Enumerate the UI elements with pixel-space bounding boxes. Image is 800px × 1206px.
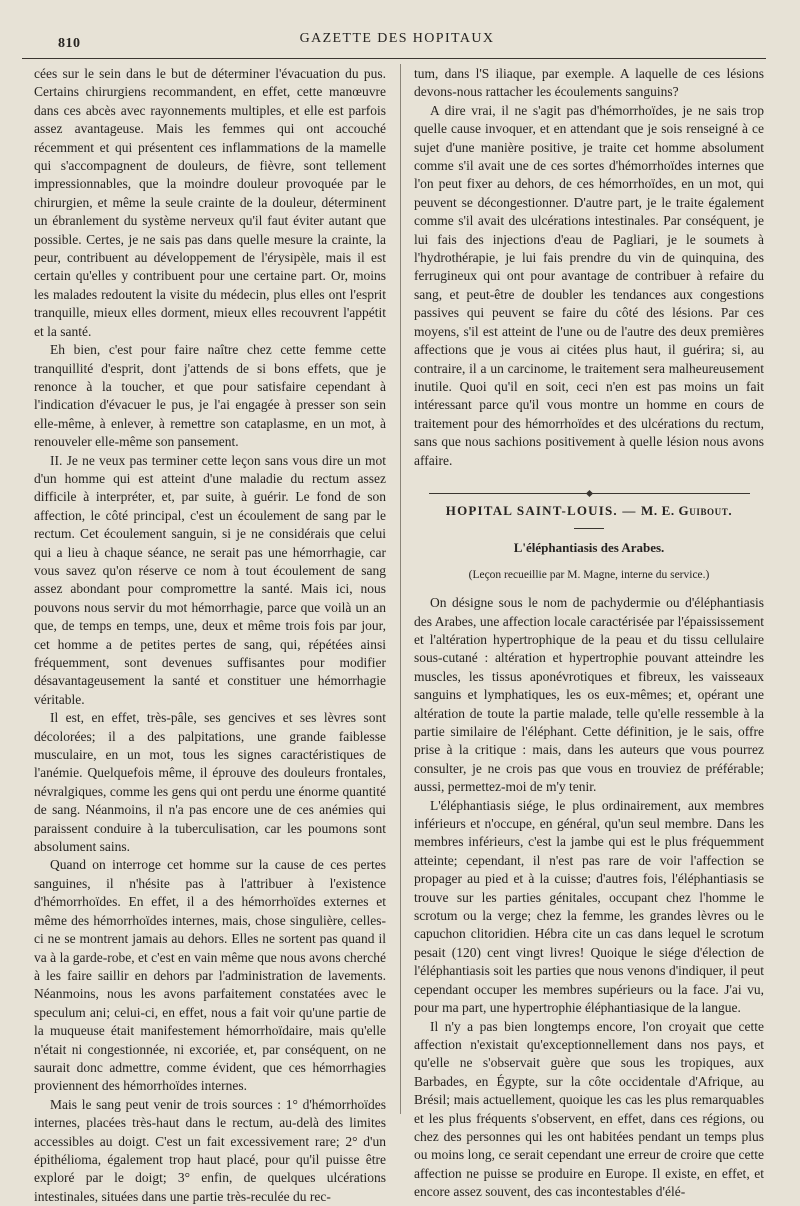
hospital-name: HOPITAL SAINT-LOUIS. xyxy=(445,502,618,518)
paragraph: tum, dans l'S iliaque, par exemple. A laquelle de ces lésions devons-nous rattacher les écoulements sanguins? xyxy=(414,66,764,100)
paragraph: Il n'y a pas bien longtemps encore, l'on croyait que cette affection n'existait qu'exceptionnellement dans nos pays, et qu'elle ne s'observait guère que sous les tropiques, aux Barbades, en Égypte, sur la côte occidentale d'Afrique, au Brésil; mais actuellement, quoique les cas les plus remarquables et les plus fréquents s'observent, en effet, dans ces régions, ou chez des personnes qui les ont habitées pendant un temps plus ou moins long, ce serait cependant une erreur de croire que cette affection ne puisse se produire en Europe. Il existe, en effet, et encore assez souvent, des cas incontestables d'élé- xyxy=(414,1018,764,1200)
paragraph: L'éléphantiasis siége, le plus ordinairement, aux membres inférieurs et n'occupe, en général, qu'un seul membre. Dans les membres inférieurs, c'est la jambe qui est le plus fréquemment atteinte; cependant, il n'est pas rare de voir l'affection se propager au pied et à la cuisse; d'autres fois, l'éléphantiasis se trouve sur les parties génitales, occupant chez l'homme le scrotum ou la verge; chez la femme, les grandes lèvres ou le capuchon clitoridien. Hébra cite un cas dans lequel le scrotum pesait (120) cent vingt livres! Quoique le siége d'élection de l'éléphantiasis soit les parties que nous venons d'indiquer, il peut cependant occuper les membres supérieurs ou la face. J'ai vu, pour ma part, une hypertrophie éléphantiasique de la langue. xyxy=(414,797,764,1016)
paragraph: Quand on interroge cet homme sur la cause de ces pertes sanguines, il n'hésite pas à l'attribuer à l'existence d'hémorrhoïdes. En effet, il a des hémorrhoïdes externes et même des hémorrhoïdes internes, mais, chose singulière, celles-ci ne se montrent jamais au dehors. Elles ne sortent pas quand il va à la garde-robe, et c'est en vain même que nous avons cherché à les faire saillir en dehors par l'administration de lavements. Néanmoins, nous les avons parfaitement constatées avec le speculum ani; celui-ci, en effet, nous a fait voir qu'une partie de la muqueuse était manifestement hémorrhoïdaire, mais qu'elle n'était ni congestionnée, ni excoriée, et, par conséquent, on ne saurait donc admettre, comme évident, que ces hémorrhagies proviennent des hémorrhoïdes internes. xyxy=(34,857,386,1094)
paragraph: On désigne sous le nom de pachydermie ou d'éléphantiasis des Arabes, une affection locale caractérisée par l'épaississement et l'altération hypertrophique de la peau et du tissu cellulaire sous-cutané : altération et hypertrophie pouvant atteindre les muscles, les tissus aponévrotiques et fibreux, les vaisseaux sanguins et lymphatiques, les os eux-mêmes; et, opérant une altération de toute la partie malade, telle qu'elle ressemble à la partie similaire de l'éléphant. Cette définition, je le sais, offre prise à la critique : mais, dans les auteurs que vous pourrez consulter, je ne crois pas que vous en trouviez de préférable; aussi, permettez-moi de m'y tenir. xyxy=(414,595,764,795)
page-number: 810 xyxy=(58,36,81,51)
paragraph: Il est, en effet, très-pâle, ses gencives et ses lèvres sont décolorées; il a des palpitations, une grande faiblesse musculaire, en un mot, tous les signes caractéristiques de l'anémie. Quelquefois même, il éprouve des douleurs frontales, névralgiques, comme les gens qui ont perdu une énorme quantité de sang. Néanmoins, il n'a pas encore une de ces anémies qui paraissent conduire à la tuberculisation, car les poumons sont absolument sains. xyxy=(34,710,386,855)
running-title: GAZETTE DES HOPITAUX xyxy=(299,31,495,46)
paragraph: A dire vrai, il ne s'agit pas d'hémorrhoïdes, je ne sais trop quelle cause invoquer, et en attendant que je sois renseigné à ce sujet d'une manière positive, je traite cet homme absolument comme s'il avait une de ces sortes d'hémorrhoïdes internes que l'on peut fixer au dehors, de ces hémorrhoïdes, en un mot, qui peuvent se décongestionner. D'autre part, je le traite également comme s'il avait des ulcérations intestinales. Par conséquent, je lui fais des injections d'eau de Pagliari, je le soumets à l'hydrothérapie, je lui fais prendre du vin de quinquina, des ferrugineux qui ont pour avantage de contribuer à refaire du sang, et peut-être de doubler les tendances aux congestions passives qui peuvent se faire du côté des lésions. Par ces moyens, s'il est atteint de l'une ou de l'autre des deux premières affections que je vous ai citées plus haut, il guérira; si, au contraire, il a un carcinome, le traitement sera malheureusement inutile. Quoi qu'il en soit, ceci n'en est pas moins un fait intéressant parce qu'il vous montre un homme en cours de traitement pour des hémorrhoïdes et des ulcérations du rectum, sans que nous sachions positivement à quelle lésion nous avons affaire. xyxy=(414,102,764,468)
heading-rule xyxy=(574,528,604,529)
left-column xyxy=(34,65,386,1206)
paragraph: Mais le sang peut venir de trois sources : 1° d'hémorrhoïdes internes, placées très-haut dans le rectum, au-delà des limites accessibles au doigt. C'est un fait excessivement rare; 2° d'un épithélioma, également trop haut placé, pour qu'il puisse être exploré par le doigt; 3° enfin, de quelques ulcérations intestinales, situées dans une partie très-reculée du rec- xyxy=(34,1096,386,1204)
section-heading xyxy=(414,502,764,520)
right-column xyxy=(414,65,764,1202)
article-subtitle: (Leçon recueillie par M. Magne, interne du service.) xyxy=(468,568,710,581)
paragraph: Eh bien, c'est pour faire naître chez cette femme cette tranquillité d'esprit, dont j'attends de si bons effets, que je renonce à la toucher, et que pour satisfaire cependant à l'indication d'évacuer le pus, je l'ai engagée à presser son sein elle-même, à enlever, à remettre son cataplasme, en un mot, à renouveler elle-même son pansement. xyxy=(34,342,386,450)
paragraph: cées sur le sein dans le but de déterminer l'évacuation du pus. Certains chirurgiens recommandent, en effet, cette manœuvre dans ces abcès avec rayonnements multiples, et elle est parfois assez avantageuse. Mais les femmes qui ont accouché récemment et qui présentent ces inflammations de la mamelle qui s'accompagnent de douleurs, de fièvre, sont tellement impressionnables, que la moindre douleur provoquée par le chirurgien, et même la seule crainte de la douleur, déterminent un ébranlement du système nerveux qu'il faut éviter autant que possible. Certes, je ne sais pas dans quelle mesure la crainte, la peur, contribuent au développement de l'érysipèle, mais il est certain qu'elles y contribuent pour une certaine part. Or, moins les malades redoutent la visite du médecin, plus elles ont l'esprit tranquille, mieux elles dorment, mieux elles recouvrent l'appétit et la santé. xyxy=(34,66,386,339)
article-title: L'éléphantiasis des Arabes. xyxy=(513,540,665,556)
heading-dash: — xyxy=(622,502,637,518)
section-separator xyxy=(414,484,764,492)
paragraph: II. Je ne veux pas terminer cette leçon sans vous dire un mot d'un homme qui est atteint d'une maladie du rectum assez difficile à interpréter, et, par suite, à guérir. Le fond de son affection, le côté principal, c'est un écoulement de sang par le rectum. Cet écoulement sanguin, si je ne considérais que celui qui a lieu à chaque séance, ne serait pas une hémorrhagie, car vous savez qu'on réserve ce nom à tout écoulement de sang assez abondant pour compromettre la santé. Mais ici, nous pouvons nous servir du mot hémorrhagie, parce que voilà un an que, de temps en temps, une, deux et même trois fois par jour, cet homme a de petites pertes de sang, qui, répétées ainsi fréquemment, sont devenues suffisantes pour modifier désavantageusement la santé et constituer une hémorrhagie véritable. xyxy=(34,452,386,707)
header-rule xyxy=(22,58,766,59)
column-divider xyxy=(400,64,401,1114)
author-name: M. E. Guibout. xyxy=(641,502,733,518)
page-header xyxy=(28,22,766,56)
